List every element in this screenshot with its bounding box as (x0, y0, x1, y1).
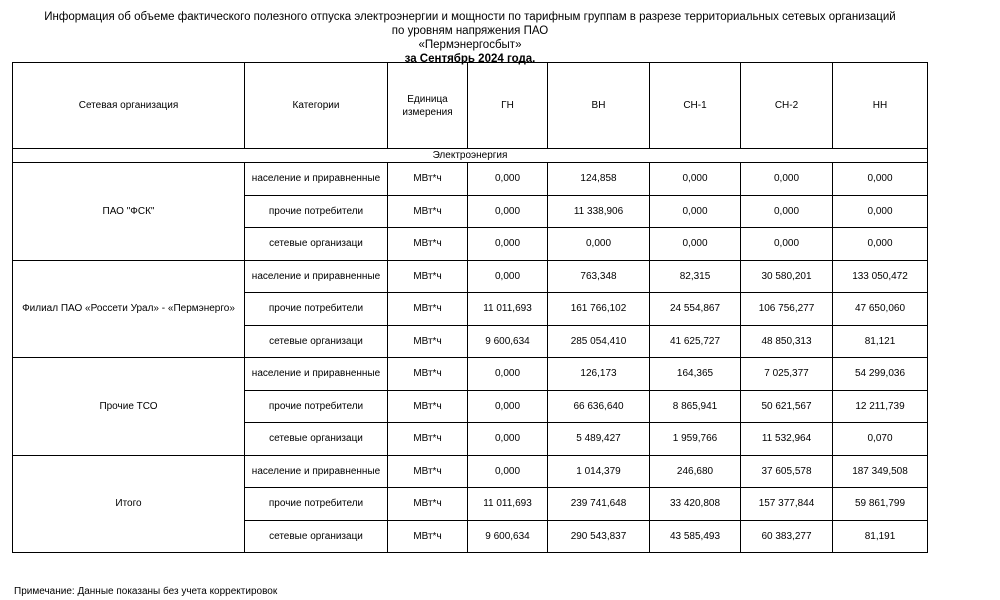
value-cell: 59 861,799 (833, 488, 928, 521)
category-cell: прочие потребители (245, 488, 388, 521)
header-sn1: СН-1 (650, 63, 741, 149)
table-row (13, 163, 928, 196)
unit-cell: МВт*ч (388, 488, 468, 521)
value-cell: 0,000 (468, 228, 548, 261)
category-cell: сетевые организаци (245, 520, 388, 553)
value-cell: 37 605,578 (741, 455, 833, 488)
value-cell: 161 766,102 (548, 293, 650, 326)
value-cell: 41 625,727 (650, 325, 741, 358)
value-cell: 48 850,313 (741, 325, 833, 358)
title-line-1: Информация об объеме фактического полезного отпуска электроэнергии и мощности по тарифным группам в разрезе территориальных сетевых организаций по уровням напряжения ПАО (44, 11, 896, 37)
value-cell: 164,365 (650, 358, 741, 391)
value-cell: 50 621,567 (741, 390, 833, 423)
header-sn2: СН-2 (741, 63, 833, 149)
value-cell: 763,348 (548, 260, 650, 293)
value-cell: 11 011,693 (468, 293, 548, 326)
value-cell: 60 383,277 (741, 520, 833, 553)
value-cell: 285 054,410 (548, 325, 650, 358)
value-cell: 133 050,472 (833, 260, 928, 293)
value-cell: 0,000 (468, 260, 548, 293)
value-cell: 0,000 (468, 423, 548, 456)
value-cell: 81,121 (833, 325, 928, 358)
unit-cell: МВт*ч (388, 228, 468, 261)
value-cell: 124,858 (548, 163, 650, 196)
value-cell: 0,000 (741, 163, 833, 196)
value-cell: 33 420,808 (650, 488, 741, 521)
value-cell: 66 636,640 (548, 390, 650, 423)
value-cell: 0,000 (548, 228, 650, 261)
value-cell: 43 585,493 (650, 520, 741, 553)
header-row (13, 63, 928, 149)
title-period: за Сентябрь 2024 года. (404, 53, 536, 65)
value-cell: 0,000 (468, 163, 548, 196)
value-cell: 0,000 (650, 228, 741, 261)
value-cell: 0,000 (468, 358, 548, 391)
value-cell: 9 600,634 (468, 325, 548, 358)
value-cell: 0,000 (468, 455, 548, 488)
table-row (13, 260, 928, 293)
value-cell: 0,000 (741, 228, 833, 261)
category-cell: прочие потребители (245, 195, 388, 228)
value-cell: 157 377,844 (741, 488, 833, 521)
value-cell: 187 349,508 (833, 455, 928, 488)
value-cell: 81,191 (833, 520, 928, 553)
table-row (13, 358, 928, 391)
value-cell: 0,070 (833, 423, 928, 456)
category-cell: прочие потребители (245, 390, 388, 423)
unit-cell: МВт*ч (388, 325, 468, 358)
value-cell: 0,000 (650, 195, 741, 228)
unit-cell: МВт*ч (388, 260, 468, 293)
network-org-cell: Прочие ТСО (13, 358, 245, 456)
network-org-cell: ПАО "ФСК" (13, 163, 245, 261)
header-org: Сетевая организация (13, 63, 245, 149)
value-cell: 8 865,941 (650, 390, 741, 423)
value-cell: 246,680 (650, 455, 741, 488)
section-row (13, 149, 928, 163)
header-unit: Единица измерения (388, 63, 468, 149)
unit-cell: МВт*ч (388, 293, 468, 326)
value-cell: 24 554,867 (650, 293, 741, 326)
value-cell: 11 532,964 (741, 423, 833, 456)
title-line-2: «Пермэнергосбыт» (418, 39, 522, 51)
category-cell: население и приравненные (245, 260, 388, 293)
network-org-cell: Итого (13, 455, 245, 553)
value-cell: 239 741,648 (548, 488, 650, 521)
unit-cell: МВт*ч (388, 358, 468, 391)
value-cell: 0,000 (741, 195, 833, 228)
unit-cell: МВт*ч (388, 195, 468, 228)
value-cell: 106 756,277 (741, 293, 833, 326)
value-cell: 47 650,060 (833, 293, 928, 326)
unit-cell: МВт*ч (388, 390, 468, 423)
value-cell: 1 959,766 (650, 423, 741, 456)
value-cell: 0,000 (833, 195, 928, 228)
table-row (13, 455, 928, 488)
value-cell: 0,000 (468, 390, 548, 423)
value-cell: 1 014,379 (548, 455, 650, 488)
value-cell: 0,000 (650, 163, 741, 196)
value-cell: 9 600,634 (468, 520, 548, 553)
category-cell: население и приравненные (245, 163, 388, 196)
category-cell: сетевые организаци (245, 228, 388, 261)
category-cell: сетевые организаци (245, 325, 388, 358)
value-cell: 5 489,427 (548, 423, 650, 456)
unit-cell: МВт*ч (388, 163, 468, 196)
value-cell: 7 025,377 (741, 358, 833, 391)
value-cell: 11 338,906 (548, 195, 650, 228)
category-cell: сетевые организаци (245, 423, 388, 456)
value-cell: 11 011,693 (468, 488, 548, 521)
network-org-cell: Филиал ПАО «Россети Урал» - «Пермэнерго» (13, 260, 245, 358)
value-cell: 12 211,739 (833, 390, 928, 423)
header-vn: ВН (548, 63, 650, 149)
footnote: Примечание: Данные показаны без учета корректировок (14, 586, 278, 597)
section-label: Электроэнергия (13, 149, 928, 163)
value-cell: 82,315 (650, 260, 741, 293)
unit-cell: МВт*ч (388, 455, 468, 488)
report-title (40, 10, 900, 66)
value-cell: 54 299,036 (833, 358, 928, 391)
value-cell: 0,000 (468, 195, 548, 228)
category-cell: население и приравненные (245, 455, 388, 488)
value-cell: 290 543,837 (548, 520, 650, 553)
header-gn: ГН (468, 63, 548, 149)
value-cell: 0,000 (833, 163, 928, 196)
value-cell: 126,173 (548, 358, 650, 391)
header-nn: НН (833, 63, 928, 149)
category-cell: население и приравненные (245, 358, 388, 391)
report-table (12, 62, 928, 553)
value-cell: 30 580,201 (741, 260, 833, 293)
unit-cell: МВт*ч (388, 520, 468, 553)
value-cell: 0,000 (833, 228, 928, 261)
header-category: Категории (245, 63, 388, 149)
unit-cell: МВт*ч (388, 423, 468, 456)
category-cell: прочие потребители (245, 293, 388, 326)
